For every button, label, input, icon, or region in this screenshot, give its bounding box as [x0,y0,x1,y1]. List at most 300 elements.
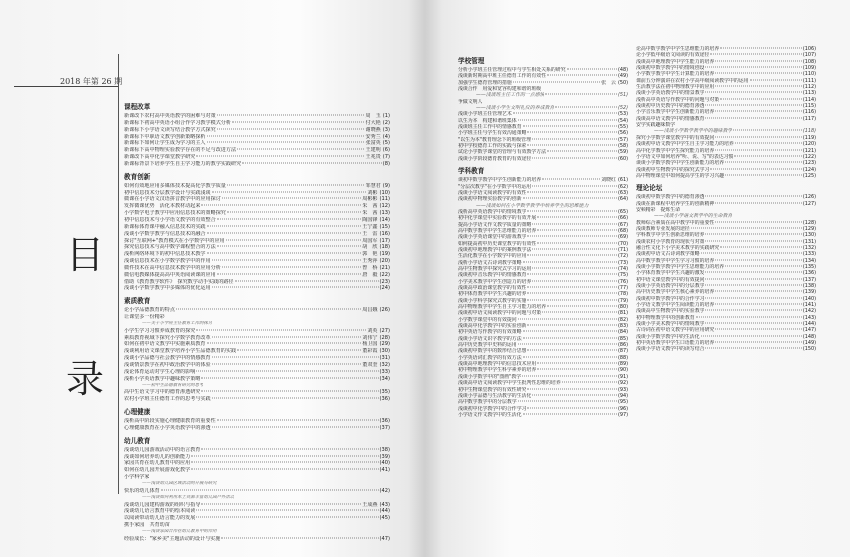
toc-entry[interactable] [124,376,390,383]
entry-title: 浅谈在新课程中培养学生的创新精神 [636,200,715,207]
toc-subtitle[interactable] [124,529,390,536]
dot-leader [523,356,617,357]
dot-leader [715,342,802,343]
dot-leader [518,401,617,402]
entry-title: 微件技术在高中信息技术教学中的应用分析 [124,264,221,271]
entry-page-number: (130) [802,232,816,239]
toc-entry[interactable] [124,467,390,474]
dot-leader [523,337,617,338]
toc-entry[interactable] [636,346,816,352]
dot-leader [527,293,616,294]
entry-page-number: (86) [617,342,628,349]
dot-leader [705,348,801,349]
entry-author: 张 云 [601,79,616,86]
section-heading: 学校管理 [458,57,485,65]
entry-page-number: (123) [802,160,816,167]
toc-entry[interactable] [124,447,390,454]
entry-title: 素质教育视域下探究小学数学教育改革 [124,334,211,341]
entry-title: 浅谈初中数学教学中的情境创设 [636,65,705,72]
entry-title: 浅谈合作 用爱和宽容构建和谐的班级 [458,86,542,93]
entry-page-number: (133) [802,251,816,258]
dot-leader [715,73,802,74]
dot-leader [537,363,617,364]
dot-leader [222,266,361,267]
entry-title: 浅谈幼儿语言教育中的绘本阅读 [124,508,196,515]
entry-title: 谈初中数学教学中学生创新能力的培养 [458,177,542,184]
toc-entry[interactable] [124,474,390,481]
entry-page-number: (137) [802,276,816,283]
entry-page-number: (14) [379,216,390,223]
dot-leader [542,179,600,180]
entry-title: ——关于小学班主任教育工作的探讨 [142,320,213,326]
entry-page-number: (3) [382,126,390,133]
dot-leader [212,398,379,399]
entry-title: 浅谈初中语文教学中学生自主学习能力的培养 [636,141,734,148]
entry-author: 刘英 [367,327,378,334]
entry-page-number: (40) [379,460,390,467]
dot-leader [227,212,361,213]
toc-entry[interactable] [124,279,390,286]
entry-title: 家园共育在幼儿教育中的应用 [124,460,191,467]
entry-page-number: (29) [379,341,390,348]
entry-title: 分析小学班主任管理过程中与学生相处关系的研究 [458,67,566,73]
dot-leader [705,234,801,235]
entry-page-number: (49) [617,73,628,80]
entry-page-number: (75) [617,272,628,279]
toc-entry[interactable] [124,161,390,168]
entry-page-number: (12) [379,203,390,210]
entry-page-number: (57) [617,136,628,143]
entry-title: 浅析小学语文古诗词教学策略 [458,259,522,266]
entry-title: 小学语文中如何培养"听、说、写"的表达习惯 [636,153,734,160]
entry-page-number: (110) [802,71,816,78]
entry-page-number: (71) [617,246,628,253]
entry-title: 提高小学语文作文教学质量的策略 [458,221,532,228]
entry-page-number: (54) [617,117,628,124]
entry-title: 以生为本 构建和谐班集体 [458,117,517,124]
entry-title: 浅析高中阶段实施心理健康教育的重要性 [124,418,216,425]
toc-entry[interactable] [124,238,390,245]
toc-entry[interactable] [124,460,390,467]
entry-title: 融合性文化下小学美术教学的实践研究 [636,244,720,251]
entry-title: 论小学品德教育的特点 [124,307,175,314]
dot-leader [217,128,365,129]
entry-page-number: (79) [617,297,628,304]
entry-title: 微信电教媒体提高高中英语阅读课的应用 [124,271,216,278]
dot-leader [701,253,802,254]
dot-leader [513,113,617,114]
entry-author: 王秀萍 [362,258,378,265]
dot-leader [227,184,365,185]
entry-title: 争做文明人 [458,98,483,105]
toc-entry[interactable] [124,502,390,509]
entry-title: 浅谈小学英语课堂中的游戏教学 [458,234,527,241]
toc-entry[interactable] [458,412,628,418]
toc-entry[interactable] [124,127,390,134]
dot-leader [547,151,617,152]
dot-leader [518,318,617,319]
entry-page-number: (81) [617,310,628,317]
entry-page-number: (64) [617,196,628,203]
dot-leader [196,156,364,157]
dot-leader [522,375,617,376]
entry-author: 张富英 [365,140,381,147]
entry-title: 新课标背景下培养学生自主学习能力的教学实践研究 [124,160,242,167]
toc-entry[interactable] [124,244,390,251]
dot-leader [518,119,617,120]
dot-leader [207,142,365,143]
entry-title: 浅谈小学语文教学中的读写结合 [636,346,705,353]
entry-title: 高中化学教学中学生探究能力的培养 [636,147,715,154]
dot-leader [710,54,801,55]
entry-page-number: (50) [617,79,628,86]
entry-title: 浅谈利用语文课堂教学培养小学生品德教育的实践 [124,348,237,355]
toc-entry[interactable] [124,251,390,258]
entry-title: 浅析小学英语教学中趣味教学策略 [124,375,201,382]
entry-page-number: (60) [617,155,628,162]
entry-title: 浅论体育运动对学生心理的影响 [124,368,196,375]
entry-page-number: (87) [617,348,628,355]
entry-title: 浅谈高中语文教学中的情感教育 [636,115,705,122]
entry-page-number: (80) [617,304,628,311]
entry-page-number: (69) [617,234,628,241]
dot-leader [207,232,362,233]
entry-page-number: (90) [617,367,628,374]
toc-entry[interactable] [124,355,390,362]
entry-page-number: (126) [802,194,816,201]
entry-page-number: (109) [802,65,816,72]
dot-leader [201,205,361,206]
entry-page-number: (31) [379,355,390,362]
entry-title: 新课标下中职语文教学创新策略探析 [124,133,206,140]
toc-entry[interactable] [124,224,390,231]
entry-page-number: (89) [617,361,628,368]
toc-entry[interactable] [124,314,390,321]
entry-page-number: (5) [382,140,390,147]
toc-entry[interactable] [124,488,390,495]
dot-leader [207,225,362,226]
entry-page-number: (63) [617,189,628,196]
entry-title: 浅谈高中地理教学中学生能力的培养 [636,58,715,65]
entry-page-number: (91) [617,373,628,380]
title-char-lu: 录 [66,357,105,401]
entry-page-number: (128) [802,219,816,226]
toc-entry[interactable] [124,418,390,425]
entry-page-number: (88) [617,354,628,361]
dot-leader [217,218,362,219]
entry-title: 浅谈初中化学教学中的合作学习 [458,405,527,412]
entry-author: 曾 桥 [362,264,378,271]
toc-entry[interactable] [124,454,390,461]
dot-leader [710,168,801,169]
entry-page-number: (72) [617,253,628,260]
entry-title: 浅谈信息技术在小学数学教学中的作用 [124,258,211,265]
dot-leader [547,306,617,307]
entry-title: 小学英语词汇教学的有效方法 [458,354,522,361]
toc-entry[interactable] [124,272,390,279]
entry-page-number: (144) [802,321,816,328]
entry-page-number: (68) [617,227,628,234]
dot-leader [527,350,616,351]
entry-title: 浅谈小学数学教学中的生活化 [636,333,700,340]
entry-page-number: (45) [379,515,390,522]
entry-page-number: (30) [379,348,390,355]
entry-page-number: (8) [382,160,390,167]
entry-title: 初中英语教学中学生口语能力的培养 [636,340,715,347]
entry-page-number: (138) [802,283,816,290]
entry-page-number: (122) [802,153,816,160]
entry-title: 小学数学教学中学生计算能力的培养 [636,71,715,78]
entry-page-number: (16) [379,230,390,237]
toc-entry[interactable] [124,210,390,217]
entry-title: 安学实践趣味数学 [636,122,676,129]
toc-entry[interactable] [124,154,390,161]
entry-title: 初中语文课堂教学中的有效提问 [636,276,705,283]
entry-page-number: (36) [379,418,390,425]
entry-page-number: (6) [382,147,390,154]
entry-page-number: (112) [802,84,816,91]
toc-entry[interactable] [124,328,390,335]
dot-leader [715,221,802,222]
entry-title: 浅谈班主任工作中的情感教育 [458,124,522,131]
dot-leader [176,309,361,310]
entry-title: 安顿精彩 提炼生命 [636,206,681,213]
entry-title: 浅谈情景教学在初中政治教学中的体验 [124,362,211,368]
entry-title: 浅谈初中历史教学中的德育渗透 [636,103,705,110]
toc-entry[interactable] [124,265,390,272]
entry-title: 新课改下高中化学课堂教学研究 [124,154,196,161]
entry-author: 唐 毅 [362,271,378,278]
entry-page-number: (18) [379,244,390,251]
entry-author: 王成燕 [362,501,378,508]
dot-leader [196,517,378,518]
entry-title: 初中英语写作教学的有效策略 [458,329,522,336]
entry-title: 浅谈初中数学教学中的合作学习 [636,295,705,302]
dot-leader [222,198,361,199]
entry-author: 周 玉 [365,113,381,119]
toc-entry[interactable] [124,203,390,210]
entry-page-number: (41) [379,467,390,474]
entry-page-number: (76) [617,278,628,285]
entry-title: 生活教学法在初中物理教学中的应用 [636,84,715,91]
entry-title: 高中历史教学中史料的运用 [458,342,517,349]
dot-leader [532,248,617,249]
dot-leader [196,370,378,371]
entry-title: 教师综合素质在高中教学中的重要性 [636,219,715,226]
entry-author: 王建明 [365,147,381,154]
dot-leader [201,448,378,449]
toc-entry[interactable] [124,113,390,120]
dot-leader [242,162,382,163]
entry-title: 浅谈小学语文识字教学的方法 [458,335,522,342]
entry-author: 邹慧君 [365,182,381,189]
entry-title: 浅谈小学数学教学中学生思维能力的培养 [636,264,725,270]
entry-title: 浅析网络环境下的初中信息技术教学 [124,251,206,258]
dot-leader [191,455,378,456]
toc-entry[interactable] [458,156,628,162]
dot-leader [734,155,801,156]
toc-entry[interactable] [124,120,390,127]
entry-page-number: (124) [802,166,816,173]
toc-entry[interactable] [124,536,390,543]
entry-title: 新课标下如何让学生成为学习的主人 [124,140,206,147]
entry-page-number: (9) [382,182,390,189]
entry-title: 借助《教育教学软件》 探究数学动手实践的路径 [124,278,234,285]
entry-author: 安秀兰 [365,133,381,140]
entry-page-number: (66) [617,215,628,222]
dot-leader [161,489,379,490]
dot-leader [555,107,617,108]
entry-title: 高中物理课堂中如何提高学生的学习兴趣 [636,172,725,179]
entry-page-number: (116) [802,109,816,116]
toc-entry[interactable] [124,196,390,203]
entry-page-number: (44) [379,508,390,515]
entry-page-number: (85) [617,335,628,342]
dot-leader [523,331,617,332]
entry-page-number: (73) [617,259,628,266]
entry-page-number: (15) [379,223,390,230]
entry-page-number: (140) [802,295,816,302]
entry-title: 浅谈新时期高中班主任德育工作的有效性 [458,73,547,80]
toc-entry[interactable] [124,190,390,197]
entry-page-number: (36) [379,396,390,403]
entry-page-number: (115) [802,103,816,110]
entry-page-number: (34) [379,375,390,382]
toc-entry[interactable] [124,389,390,396]
entry-title: 小学音乐教学中学生创新能力的培养 [636,109,715,116]
header-rule [14,86,118,87]
entry-title: 浅谈小学科学探究式教学的实施 [458,297,527,304]
entry-title: 初中信息技术与小学语文教学的有效整合 [124,216,216,223]
entry-page-number: (22) [379,271,390,278]
entry-page-number: (26) [379,307,390,314]
entry-page-number: (107) [802,52,816,59]
toc-entry[interactable] [124,508,390,515]
entry-page-number: (97) [617,411,628,418]
toc-entry[interactable] [124,522,390,529]
toc-entry[interactable] [124,341,390,348]
toc-subtitle[interactable] [124,321,390,328]
entry-title: 探究信息技术与高中数学课程整合的方法 [124,244,216,251]
toc-entry[interactable] [124,140,390,147]
entry-title: 新课改下农村高中英语教学的困难与对策 [124,113,216,119]
entry-title: 如何提高初中历史课堂教学的有效性 [458,240,537,247]
entry-title: 如何在幼儿园开展游戏化教学 [124,467,191,474]
entry-page-number: (147) [802,327,816,334]
entry-title: 初中体育教学中学生兴趣的培养 [458,291,527,298]
entry-title: 初中学校德育工作的实践与探索 [458,143,527,150]
entry-author: 周彬彬 [362,196,378,203]
entry-title: 初中生物课堂教学的有效性研究 [458,386,527,393]
entry-title: 小学美术教学中学生创造力的培养 [458,278,532,285]
entry-title: 浅谈初中生物教学中的探究式学习 [636,166,710,173]
toc-entry[interactable] [124,515,390,522]
dot-leader [715,86,802,87]
entry-page-number: (136) [802,270,816,277]
dot-leader [221,537,378,538]
entry-title: 浅谈高中生物教学中的实验教学 [636,308,705,315]
entry-page-number: (125) [802,172,816,179]
dot-leader [212,426,379,427]
toc-subtitle[interactable] [124,383,390,390]
dot-leader [562,382,617,383]
toc-entry[interactable] [124,217,390,224]
entry-page-number: (20) [379,258,390,265]
dot-leader [705,67,801,68]
dot-leader [715,259,802,260]
toc-subtitle[interactable] [124,495,390,502]
entry-page-number: (74) [617,265,628,272]
entry-author: 胡 欣 [362,244,378,251]
toc-entry[interactable] [124,307,390,314]
dot-leader [542,312,617,313]
entry-title: 浅谈小学品德与社会教学中的情感教育 [124,355,211,362]
entry-page-number: (96) [617,405,628,412]
toc-entry[interactable] [124,348,390,355]
toc-entry[interactable] [124,425,390,432]
toc-entry[interactable] [124,231,390,238]
dot-leader [705,285,801,286]
dot-leader [532,280,617,281]
toc-entry[interactable] [124,396,390,403]
entry-title: 浅谈小学品德与生活教学的生活化 [458,392,532,399]
dot-leader [696,316,802,317]
entry-page-number: (11) [379,196,390,203]
entry-author: 刘彬 [367,189,378,196]
entry-author: 刘伟宁 [362,334,378,341]
toc-entry[interactable] [124,147,390,154]
entry-page-number: (139) [802,289,816,296]
entry-page-number: (61) [617,177,628,184]
entry-title: 生活化教学在小学数学中的应用 [458,253,527,260]
entry-title: 让课堂多一份精彩 [124,314,165,321]
toc-entry[interactable] [124,335,390,342]
dot-leader [527,145,616,146]
entry-title: 浅谈幼儿园建构游戏的组织与指导 [124,501,201,508]
entry-title: ——浅谈如何在小学数学教学中培养学生的思维能力 [476,202,589,209]
dot-leader [212,287,379,288]
toc-subtitle[interactable] [124,481,390,488]
entry-author: 董双奎 [362,362,378,368]
entry-title: 浅谈教师专业发展的途径 [636,225,690,232]
entry-title: ——初中生品德教育研究的思考 [142,382,204,388]
toc-entry[interactable] [124,134,390,141]
entry-page-number: (150) [802,346,816,353]
entry-title: 高中生语文学习中的德育渗透研究 [124,389,201,396]
entry-title: 小学语文作文教学中的生活化 [458,411,522,418]
dot-leader [750,79,802,80]
entry-title: 浅谈小学英语教学中的情景教学 [636,90,705,97]
entry-page-number: (7) [382,154,390,161]
toc-entry[interactable] [124,285,390,292]
entry-page-number: (2) [382,119,390,126]
toc-entry[interactable] [124,183,390,190]
entry-page-number: (10) [379,189,390,196]
toc-entry[interactable] [636,173,816,179]
toc-entry[interactable] [124,258,390,265]
toc-entry[interactable] [124,362,390,369]
entry-title: 初中物理教学中学生科学素养的培养 [458,367,537,374]
entry-page-number: (148) [802,333,816,340]
entry-page-number: (135) [802,264,816,270]
entry-title: 小学数学课堂中的有效提问 [458,316,517,323]
entry-author: 刘晓红 [601,177,616,184]
dot-leader [715,136,802,137]
entry-page-number: (143) [802,314,816,321]
toc-entry[interactable] [124,369,390,376]
dot-leader [527,325,616,326]
entry-page-number: (93) [617,386,628,393]
